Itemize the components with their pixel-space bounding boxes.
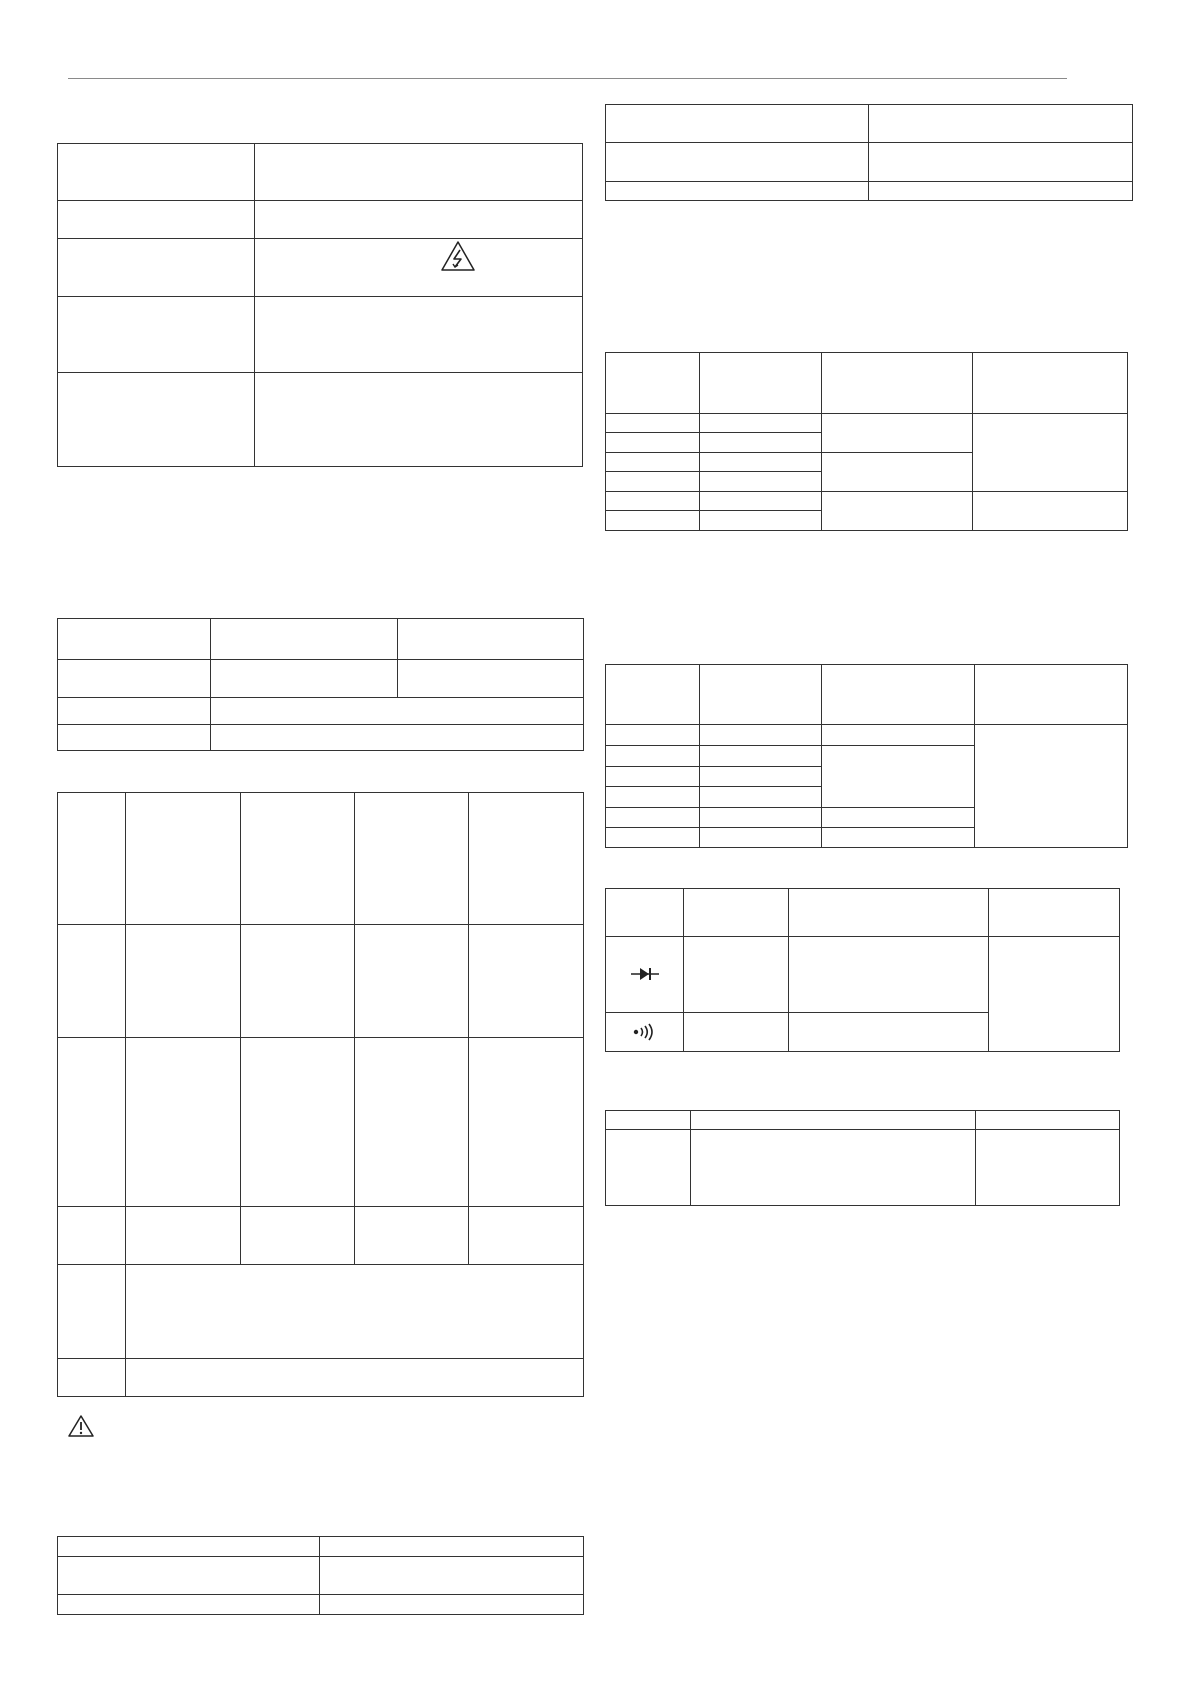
table-cell — [58, 1537, 320, 1557]
table-cell — [355, 925, 469, 1038]
table-cell — [211, 619, 398, 660]
spec-table-environment — [57, 618, 584, 751]
table-row — [58, 1265, 584, 1359]
table-cell — [398, 660, 584, 698]
table-cell — [700, 433, 822, 453]
table-cell — [255, 239, 583, 297]
table-cell — [320, 1537, 584, 1557]
table-cell — [700, 725, 822, 746]
table-cell — [606, 889, 684, 937]
table-cell — [58, 201, 255, 239]
table-row — [606, 105, 1133, 143]
table-cell — [58, 1359, 126, 1397]
table-cell — [320, 1595, 584, 1615]
table-row — [58, 201, 583, 239]
table-row — [606, 937, 1120, 1013]
table-cell — [255, 144, 583, 201]
table-row — [58, 793, 584, 925]
table-cell — [255, 297, 583, 373]
table-cell — [211, 660, 398, 698]
high-voltage-warning-icon — [440, 240, 476, 272]
table-cell — [976, 1111, 1120, 1130]
table-cell — [126, 1038, 241, 1207]
table-cell — [606, 767, 700, 787]
table-cell — [822, 725, 975, 746]
table-cell — [58, 793, 126, 925]
table-cell — [58, 297, 255, 373]
table-cell — [606, 414, 700, 433]
table-cell — [58, 725, 211, 751]
table-cell — [691, 1130, 976, 1206]
table-cell — [606, 937, 684, 1013]
table-cell — [606, 143, 869, 182]
table-cell — [58, 144, 255, 201]
table-cell — [869, 182, 1133, 201]
table-cell — [126, 925, 241, 1038]
table-cell — [606, 511, 700, 531]
table-row — [606, 1130, 1120, 1206]
table-cell — [822, 746, 975, 808]
table-cell — [58, 1207, 126, 1265]
table-cell — [255, 373, 583, 467]
table-row — [606, 414, 1128, 433]
table-cell — [606, 1130, 691, 1206]
table-cell — [606, 353, 700, 414]
table-cell — [700, 472, 822, 492]
table-cell — [700, 665, 822, 725]
spec-table-measurement — [57, 792, 584, 1397]
table-cell — [973, 414, 1128, 492]
table-cell — [469, 925, 584, 1038]
table-cell — [700, 787, 822, 808]
table-row — [606, 353, 1128, 414]
table-cell — [989, 937, 1120, 1052]
table-row — [606, 1111, 1120, 1130]
diode-icon — [630, 966, 660, 982]
table-cell — [58, 698, 211, 725]
table-row — [606, 665, 1128, 725]
table-cell — [469, 793, 584, 925]
table-cell — [700, 353, 822, 414]
table-cell — [211, 698, 584, 725]
table-cell — [700, 453, 822, 472]
table-cell — [973, 353, 1128, 414]
spec-table-range-a — [605, 352, 1128, 531]
table-cell — [822, 665, 975, 725]
table-cell — [700, 492, 822, 511]
table-cell — [126, 1207, 241, 1265]
table-cell — [975, 665, 1128, 725]
table-cell — [126, 1359, 584, 1397]
table-cell — [789, 1013, 989, 1052]
table-cell — [700, 808, 822, 828]
table-cell — [684, 1013, 789, 1052]
table-cell — [211, 725, 584, 751]
table-cell — [973, 492, 1128, 531]
table-cell — [355, 793, 469, 925]
table-row — [58, 144, 583, 201]
table-cell — [869, 105, 1133, 143]
spec-table-right-top — [605, 104, 1133, 201]
header-rule — [68, 78, 1067, 79]
spec-table-range-b — [605, 664, 1128, 848]
table-cell — [58, 925, 126, 1038]
table-cell — [606, 472, 700, 492]
table-cell — [355, 1038, 469, 1207]
table-cell — [700, 828, 822, 848]
table-cell — [684, 937, 789, 1013]
table-row — [58, 1537, 584, 1557]
table-row — [58, 725, 584, 751]
table-cell — [58, 1595, 320, 1615]
spec-table-right-bottom — [605, 1110, 1120, 1206]
table-cell — [822, 492, 973, 531]
table-cell — [606, 433, 700, 453]
table-cell — [606, 808, 700, 828]
table-cell — [869, 143, 1133, 182]
table-row — [58, 1207, 584, 1265]
table-cell — [320, 1557, 584, 1595]
spec-table-general — [57, 143, 583, 467]
table-cell — [822, 353, 973, 414]
table-cell — [691, 1111, 976, 1130]
spec-table-left-bottom — [57, 1536, 584, 1615]
table-cell — [241, 793, 355, 925]
table-row — [58, 1557, 584, 1595]
table-cell — [606, 105, 869, 143]
table-cell — [606, 1111, 691, 1130]
table-cell — [58, 660, 211, 698]
table-cell — [606, 828, 700, 848]
table-row — [58, 698, 584, 725]
table-cell — [606, 787, 700, 808]
table-cell — [255, 201, 583, 239]
table-cell — [789, 889, 989, 937]
table-cell — [469, 1207, 584, 1265]
table-cell — [58, 1557, 320, 1595]
table-cell — [58, 373, 255, 467]
table-cell — [684, 889, 789, 937]
table-cell — [606, 1013, 684, 1052]
table-cell — [700, 414, 822, 433]
table-cell — [58, 239, 255, 297]
table-row — [606, 725, 1128, 746]
table-row — [606, 492, 1128, 511]
table-cell — [606, 453, 700, 472]
table-cell — [976, 1130, 1120, 1206]
table-cell — [469, 1038, 584, 1207]
table-cell — [606, 182, 869, 201]
table-cell — [126, 1265, 584, 1359]
table-row — [606, 889, 1120, 937]
table-cell — [606, 492, 700, 511]
table-cell — [822, 414, 973, 453]
continuity-buzzer-icon — [632, 1023, 658, 1041]
table-row — [58, 1038, 584, 1207]
table-row — [58, 1595, 584, 1615]
table-cell — [126, 793, 241, 925]
spec-table-diode-continuity — [605, 888, 1120, 1052]
table-cell — [822, 453, 973, 492]
table-cell — [989, 889, 1120, 937]
table-row — [58, 619, 584, 660]
table-row — [58, 1359, 584, 1397]
table-row — [58, 373, 583, 467]
table-cell — [355, 1207, 469, 1265]
table-cell — [241, 1038, 355, 1207]
table-cell — [398, 619, 584, 660]
table-cell — [58, 619, 211, 660]
table-cell — [58, 1038, 126, 1207]
table-cell — [241, 925, 355, 1038]
table-cell — [700, 746, 822, 767]
table-cell — [241, 1207, 355, 1265]
table-row — [606, 182, 1133, 201]
table-cell — [975, 725, 1128, 848]
table-cell — [606, 665, 700, 725]
table-row — [58, 297, 583, 373]
table-row — [606, 143, 1133, 182]
table-cell — [58, 1265, 126, 1359]
table-row — [58, 660, 584, 698]
table-row — [58, 239, 583, 297]
table-cell — [700, 511, 822, 531]
table-row — [58, 925, 584, 1038]
table-cell — [789, 937, 989, 1013]
table-cell — [606, 725, 700, 746]
caution-warning-icon — [67, 1414, 95, 1438]
table-cell — [700, 767, 822, 787]
table-cell — [606, 746, 700, 767]
table-cell — [822, 828, 975, 848]
table-cell — [822, 808, 975, 828]
